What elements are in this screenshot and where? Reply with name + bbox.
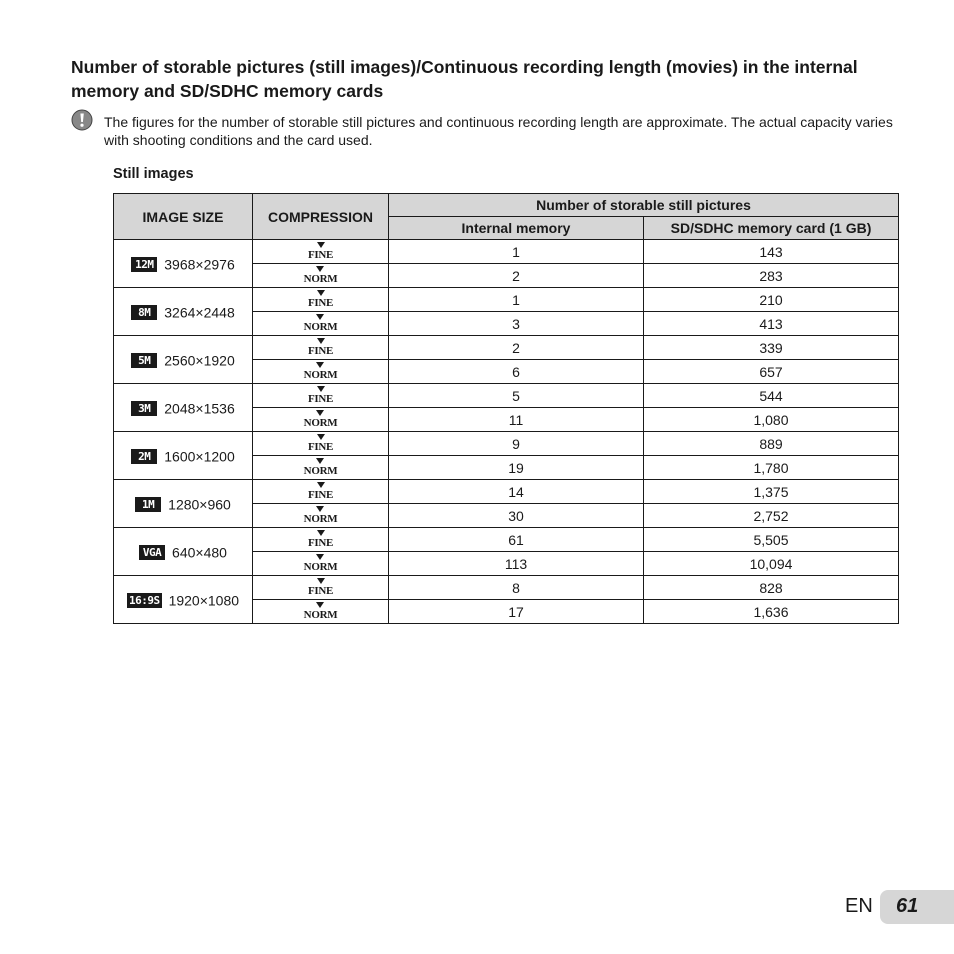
compression-label: FINE [307,344,334,357]
compression-label: FINE [307,440,334,453]
header-internal-memory: Internal memory [389,217,644,240]
compression-fine-icon [308,243,333,261]
compression-cell [253,528,389,552]
table-row [114,576,899,600]
card-count: 143 [644,240,899,264]
compression-fine-icon [308,435,333,453]
note-text: The figures for the number of storable still pictures and continuous recording length are approximate. The actual capacity varies with shooting conditions and the card used. [104,114,893,148]
compression-cell [253,576,389,600]
down-arrow-icon [316,266,324,272]
compression-fine-icon [308,531,333,549]
image-size-cell [114,240,253,288]
image-size-icon: VGA [139,545,165,560]
image-size-icon: 2M [131,449,157,464]
card-count: 1,636 [644,600,899,624]
image-size-icon: 5M [131,353,157,368]
internal-memory-count: 1 [389,288,644,312]
compression-normal-icon [304,459,338,477]
compression-cell [253,552,389,576]
table-row [114,480,899,504]
compression-cell [253,312,389,336]
card-count: 544 [644,384,899,408]
card-count: 828 [644,576,899,600]
down-arrow-icon [317,530,325,536]
compression-cell [253,384,389,408]
storage-table [113,193,899,624]
compression-cell [253,336,389,360]
compression-normal-icon [304,507,338,525]
compression-label: FINE [307,392,334,405]
down-arrow-icon [316,506,324,512]
compression-label: NORM [303,320,338,333]
down-arrow-icon [317,290,325,296]
compression-label: NORM [303,368,338,381]
image-size-icon: 12M [131,257,157,272]
card-count: 339 [644,336,899,360]
card-count: 1,780 [644,456,899,480]
image-resolution: 2560×1920 [164,352,235,369]
image-size-cell [114,432,253,480]
down-arrow-icon [316,458,324,464]
down-arrow-icon [317,434,325,440]
internal-memory-count: 6 [389,360,644,384]
internal-memory-count: 8 [389,576,644,600]
internal-memory-count: 2 [389,264,644,288]
down-arrow-icon [316,362,324,368]
down-arrow-icon [316,314,324,320]
compression-label: FINE [307,536,334,549]
header-compression: COMPRESSION [253,194,389,240]
down-arrow-icon [317,242,325,248]
compression-normal-icon [304,315,338,333]
image-resolution: 3264×2448 [164,304,235,321]
compression-cell [253,432,389,456]
down-arrow-icon [317,338,325,344]
compression-normal-icon [304,363,338,381]
compression-cell [253,408,389,432]
table-header-row [114,194,899,217]
image-resolution: 3968×2976 [164,256,235,273]
header-card: SD/SDHC memory card (1 GB) [644,217,899,240]
table-row [114,384,899,408]
image-size-cell [114,528,253,576]
internal-memory-count: 61 [389,528,644,552]
internal-memory-count: 5 [389,384,644,408]
compression-cell [253,504,389,528]
compression-label: NORM [303,560,338,573]
compression-label: FINE [307,296,334,309]
image-size-cell [114,384,253,432]
compression-label: FINE [307,584,334,597]
internal-memory-count: 11 [389,408,644,432]
down-arrow-icon [316,410,324,416]
section-heading: Still images [113,166,194,182]
image-size-cell [114,336,253,384]
image-size-cell [114,288,253,336]
internal-memory-count: 3 [389,312,644,336]
page-language: EN [845,895,873,917]
down-arrow-icon [317,578,325,584]
compression-normal-icon [304,555,338,573]
image-size-icon: 8M [131,305,157,320]
down-arrow-icon [316,602,324,608]
image-size-cell [114,576,253,624]
image-resolution: 1920×1080 [168,592,240,609]
table-row [114,336,899,360]
header-storable-group: Number of storable still pictures [389,194,899,217]
compression-cell [253,480,389,504]
card-count: 657 [644,360,899,384]
internal-memory-count: 2 [389,336,644,360]
image-size-icon: 1M [135,497,161,512]
internal-memory-count: 17 [389,600,644,624]
compression-label: NORM [303,272,338,285]
card-count: 1,080 [644,408,899,432]
page-number: 61 [896,895,919,917]
image-resolution: 1600×1200 [164,448,235,465]
compression-fine-icon [308,579,333,597]
card-count: 10,094 [644,552,899,576]
internal-memory-count: 113 [389,552,644,576]
compression-fine-icon [308,291,333,309]
card-count: 210 [644,288,899,312]
table-row [114,240,899,264]
table-body [114,240,899,624]
compression-cell [253,600,389,624]
compression-cell [253,288,389,312]
internal-memory-count: 14 [389,480,644,504]
image-size-icon: 3M [131,401,157,416]
image-size-icon: 16:9S [128,593,160,607]
image-size-cell [114,480,253,528]
internal-memory-count: 19 [389,456,644,480]
down-arrow-icon [317,482,325,488]
header-image-size: IMAGE SIZE [114,194,253,240]
compression-normal-icon [304,411,338,429]
compression-cell [253,240,389,264]
compression-cell [253,456,389,480]
image-resolution: 1280×960 [168,496,231,513]
image-resolution: 640×480 [172,544,227,561]
compression-fine-icon [308,387,333,405]
internal-memory-count: 30 [389,504,644,528]
compression-fine-icon [308,339,333,357]
table-row [114,288,899,312]
compression-label: NORM [303,464,338,477]
page-title: Number of storable pictures (still images)/Continuous recording length (movies) in the internal memory and SD/SDHC memory cards [71,57,858,101]
compression-normal-icon [304,267,338,285]
compression-label: NORM [303,608,338,621]
caution-icon [71,109,93,131]
compression-cell [253,264,389,288]
compression-label: NORM [303,416,338,429]
down-arrow-icon [317,386,325,392]
compression-label: NORM [303,512,338,525]
card-count: 889 [644,432,899,456]
compression-label: FINE [307,248,334,261]
card-count: 413 [644,312,899,336]
image-resolution: 2048×1536 [164,400,235,417]
card-count: 1,375 [644,480,899,504]
card-count: 2,752 [644,504,899,528]
card-count: 283 [644,264,899,288]
down-arrow-icon [316,554,324,560]
compression-normal-icon [304,603,338,621]
compression-cell [253,360,389,384]
internal-memory-count: 9 [389,432,644,456]
compression-label: FINE [307,488,334,501]
internal-memory-count: 1 [389,240,644,264]
table-row [114,528,899,552]
card-count: 5,505 [644,528,899,552]
table-row [114,432,899,456]
compression-fine-icon [308,483,333,501]
